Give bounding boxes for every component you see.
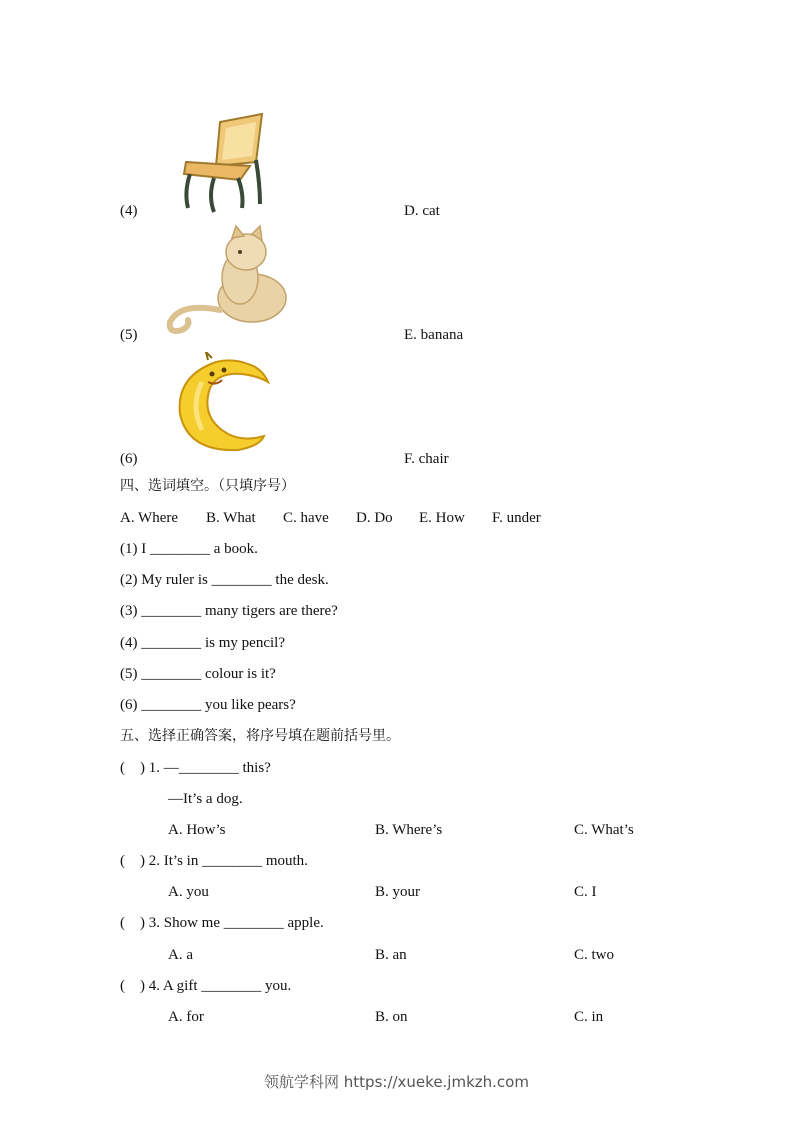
word-option: B. What [206,510,256,526]
match-word: E. banana [404,327,464,343]
fill-question: (1) I ________ a book. [120,541,258,557]
match-number: (4) [120,203,138,219]
choice-option: C. I [574,884,597,900]
choice-option: A. you [168,884,209,900]
match-word: F. chair [404,451,449,467]
banana-picture [172,352,272,456]
word-option: F. under [492,510,541,526]
fill-question: (4) ________ is my pencil? [120,635,285,651]
choice-option: B. your [375,884,420,900]
choice-option: A. a [168,947,193,963]
word-option: C. have [283,510,329,526]
choice-option: C. two [574,947,615,963]
choice-question-stem: ( ) 3. Show me ________ apple. [120,915,324,931]
choice-question-reply: —It’s a dog. [168,791,243,807]
match-number: (5) [120,327,138,343]
choice-option: A. for [168,1009,204,1025]
section4-title: 四、选词填空。（只填序号） [120,478,295,494]
word-option: D. Do [356,510,393,526]
fill-question: (6) ________ you like pears? [120,697,296,713]
match-number: (6) [120,451,138,467]
word-option: E. How [419,510,465,526]
chair-picture [180,110,270,214]
choice-option: B. an [375,947,407,963]
choice-option: C. What’s [574,822,634,838]
section5-title: 五、选择正确答案，将序号填在题前括号里。 [120,728,400,744]
footer-watermark: 领航学科网 https://xueke.jmkzh.com [264,1073,529,1091]
match-word: D. cat [404,203,440,219]
choice-option: B. on [375,1009,408,1025]
choice-question-stem: ( ) 2. It’s in ________ mouth. [120,853,308,869]
choice-option: B. Where’s [375,822,443,838]
choice-question-stem: ( ) 4. A gift ________ you. [120,978,292,994]
cat-picture [160,222,290,340]
fill-question: (2) My ruler is ________ the desk. [120,572,329,588]
choice-option: C. in [574,1009,604,1025]
choice-question-stem: ( ) 1. —________ this? [120,760,271,776]
choice-option: A. How’s [168,822,226,838]
fill-question: (3) ________ many tigers are there? [120,603,338,619]
fill-question: (5) ________ colour is it? [120,666,276,682]
word-option: A. Where [120,510,179,526]
